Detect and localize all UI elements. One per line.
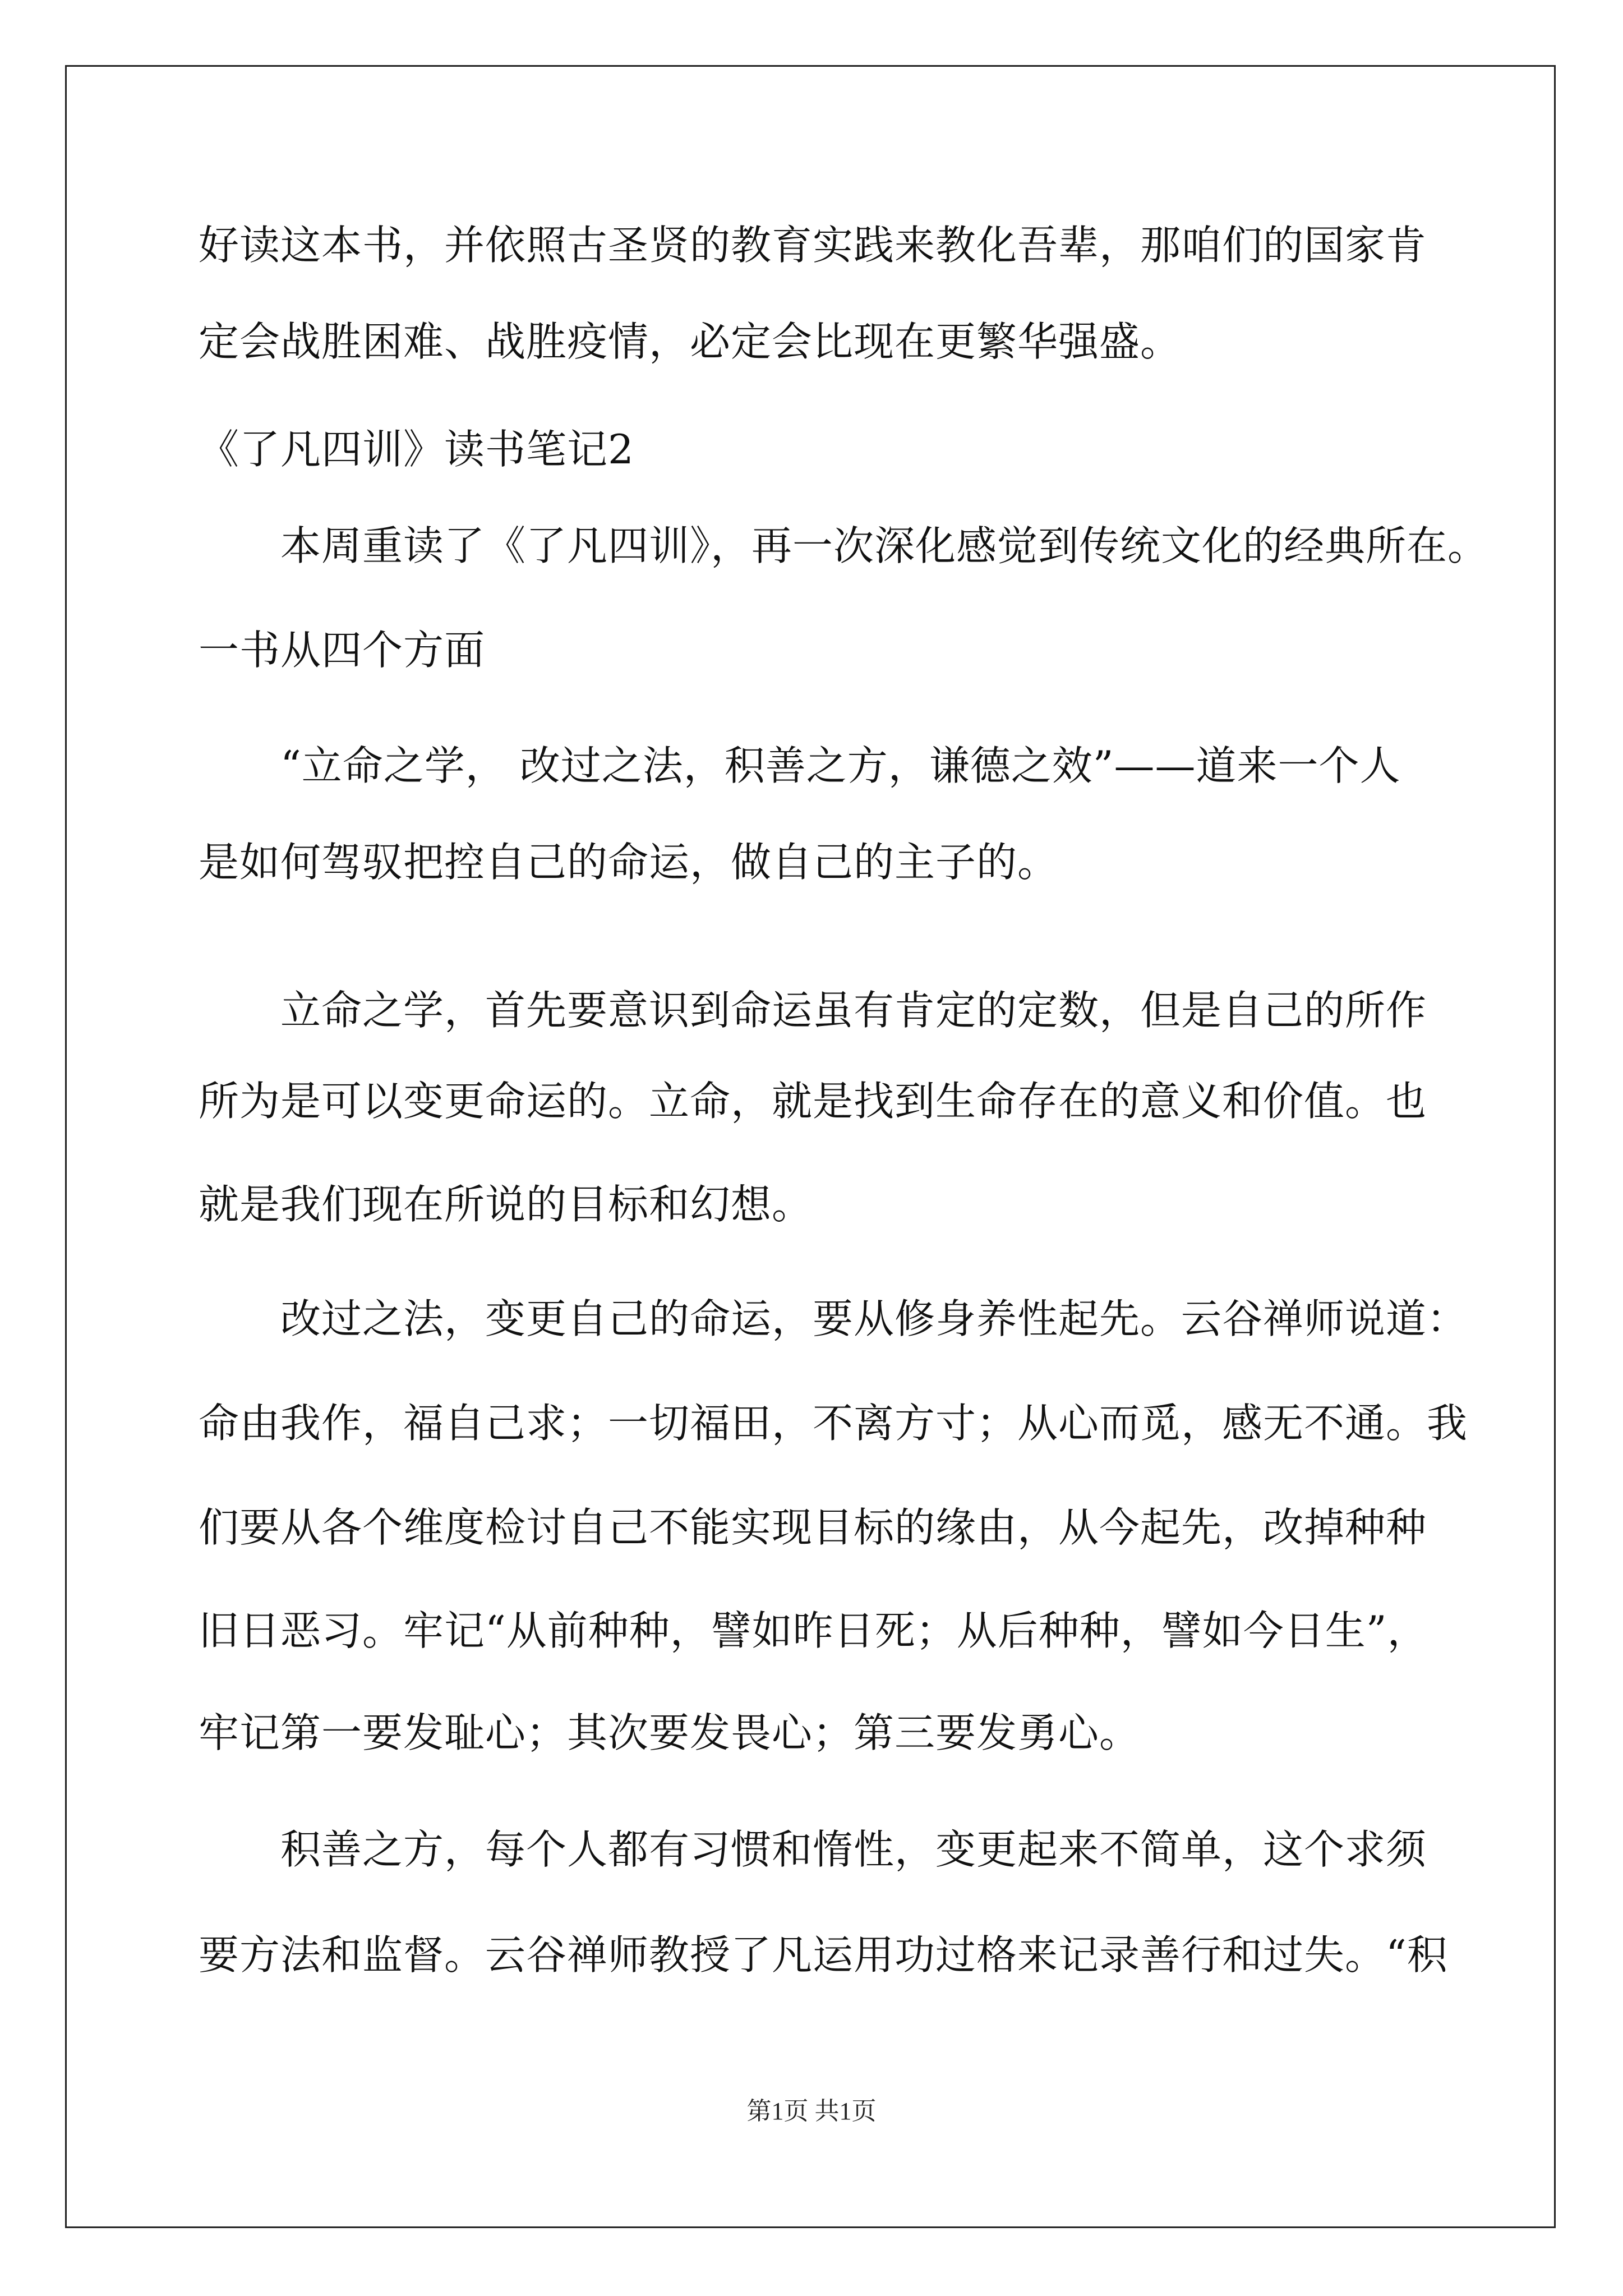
body-line: 们要从各个维度检讨自己不能实现目标的缘由，从今起先，改掉种种 [199, 1504, 1427, 1551]
body-line: 本周重读了《了凡四训》，再一次深化感觉到传统文化的经典所在。 [280, 522, 1489, 569]
body-line: 要方法和监督。云谷禅师教授了凡运用功过格来记录善行和过失。“积 [199, 1931, 1448, 1978]
body-line: “立命之学， 改过之法，积善之方，谦德之效”——道来一个人 [280, 742, 1401, 789]
section-heading: 《了凡四训》读书笔记2 [199, 426, 634, 473]
body-line: 旧日恶习。牢记“从前种种，譬如昨日死；从后种种，譬如今日生”， [199, 1607, 1428, 1654]
body-line: 定会战胜困难、战胜疫情，必定会比现在更繁华强盛。 [199, 318, 1182, 365]
body-line: 牢记第一要发耻心；其次要发畏心；第三要发勇心。 [199, 1709, 1141, 1756]
body-line: 就是我们现在所说的目标和幻想。 [199, 1181, 813, 1228]
page-number-footer: 第1页 共1页 [746, 2097, 877, 2125]
body-line: 一书从四个方面 [199, 627, 486, 674]
body-line: 命由我作，福自己求；一切福田，不离方寸；从心而觅，感无不通。我 [199, 1400, 1468, 1447]
body-line: 是如何驾驭把控自己的命运，做自己的主子的。 [199, 839, 1059, 886]
body-line: 改过之法，变更自己的命运，要从修身养性起先。云谷禅师说道： [280, 1295, 1468, 1342]
body-line: 积善之方，每个人都有习惯和惰性，变更起来不简单，这个求须 [280, 1826, 1427, 1873]
body-line: 好读这本书，并依照古圣贤的教育实践来教化吾辈，那咱们的国家肯 [199, 222, 1427, 269]
body-line: 立命之学，首先要意识到命运虽有肯定的定数，但是自己的所作 [280, 987, 1427, 1034]
page-border [65, 65, 1556, 2228]
body-line: 所为是可以变更命运的。立命，就是找到生命存在的意义和价值。也 [199, 1078, 1427, 1125]
